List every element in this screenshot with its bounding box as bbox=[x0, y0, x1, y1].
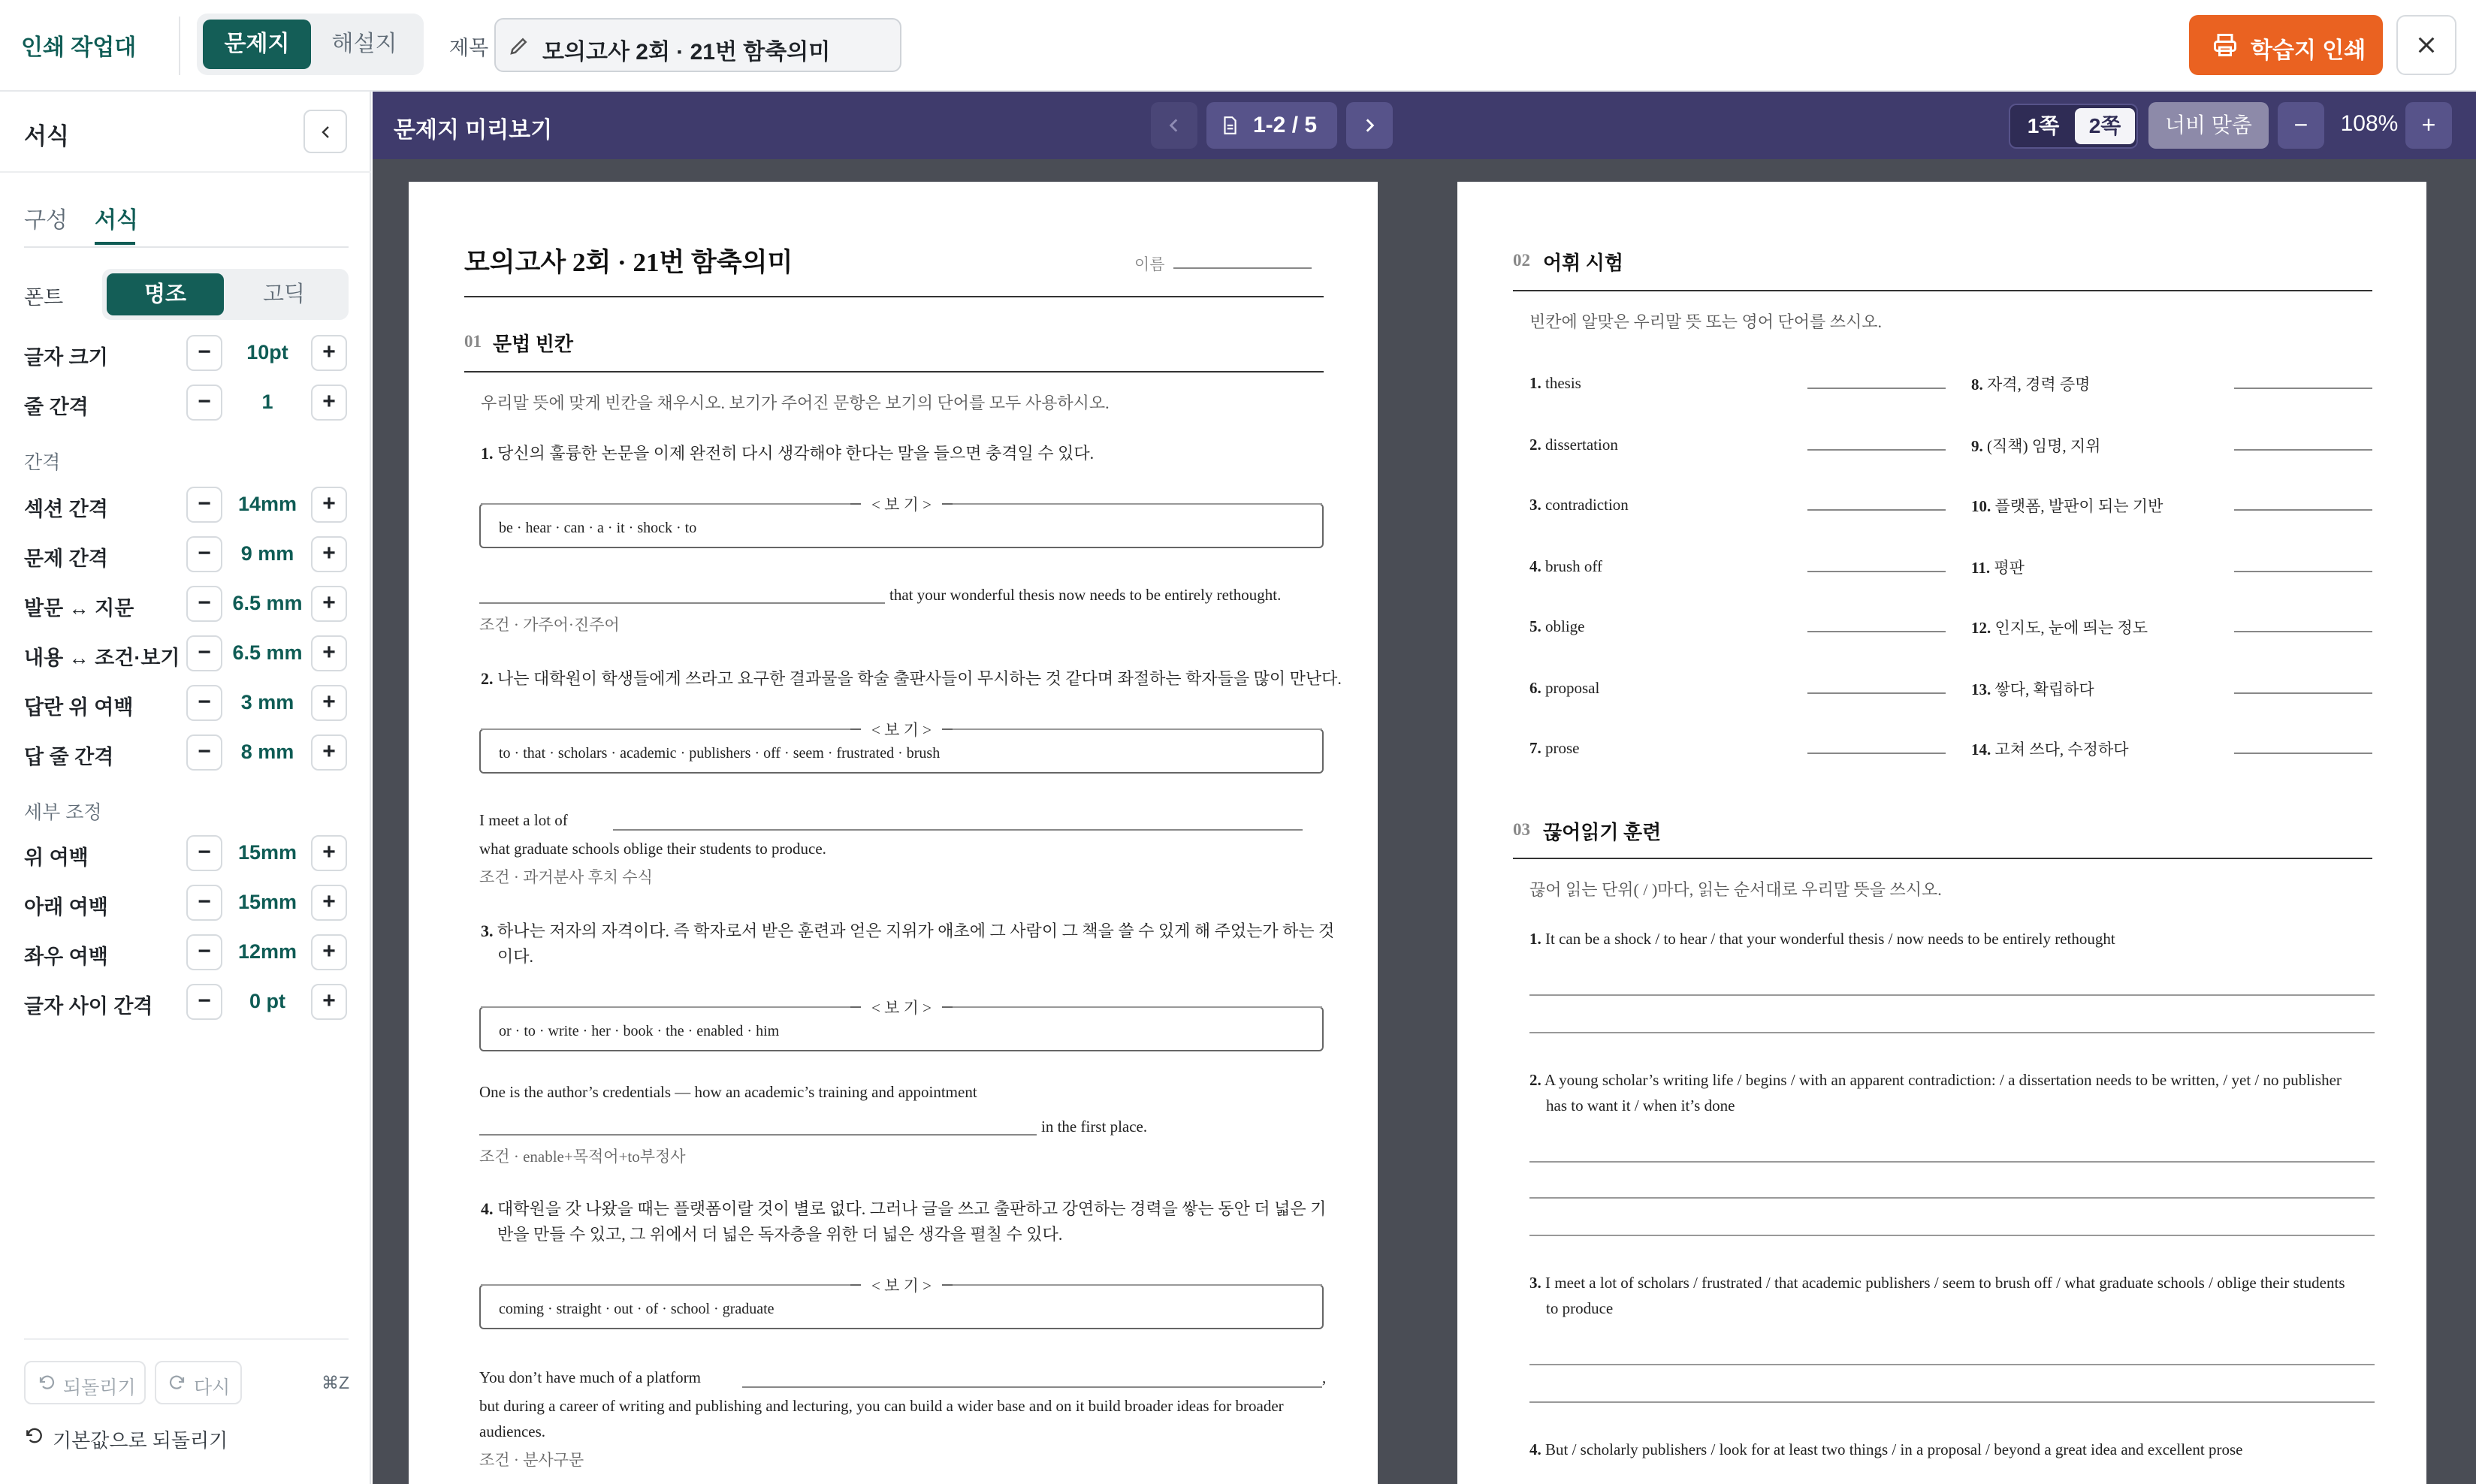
question-gap-increase-button[interactable]: + bbox=[311, 536, 347, 572]
title-label: 제목 bbox=[449, 37, 489, 59]
question-4-sentence-cont: but during a career of writing and publishing and lecturing, you can build a wider base and on it build broader ideas for broader bbox=[479, 1397, 1284, 1415]
answer-line-gap-increase-button[interactable]: + bbox=[311, 734, 347, 771]
undo-button[interactable] bbox=[24, 1361, 146, 1404]
page-indicator[interactable] bbox=[1206, 102, 1337, 149]
reading-text: But / scholarly publishers / look for at least two things / in a proposal / beyond a great idea and excellent prose bbox=[1545, 1440, 2243, 1458]
reading-number: 3. bbox=[1529, 1274, 1541, 1292]
letter-spacing-increase-button[interactable]: + bbox=[311, 984, 347, 1020]
question-text: 나는 대학원이 학생들에게 쓰라고 요구한 결과물을 학술 출판사들이 무시하는 것 같다며 좌절하는 학자들을 많이 만난다. bbox=[497, 669, 1342, 688]
bogi-rule bbox=[481, 503, 850, 505]
content-condition-gap-increase-button[interactable]: + bbox=[311, 635, 347, 671]
font-option-myeongjo[interactable]: 명조 bbox=[107, 273, 224, 315]
undo-label: 되돌리기 bbox=[63, 1377, 136, 1398]
bogi-words: coming · straight · out · of · school · graduate bbox=[499, 1301, 775, 1317]
sidebar-title: 서식 bbox=[24, 123, 69, 149]
side-margin-decrease-button[interactable]: − bbox=[186, 934, 222, 970]
bogi-tag-text: < 보 기 > bbox=[861, 721, 942, 739]
question-text: 하나는 저자의 자격이다. 즉 학자로서 받은 훈련과 얻은 지위가 애초에 그 사람이 그 책을 쓸 수 있게 해 주었는가 하는 것 bbox=[497, 921, 1335, 940]
font-toggle bbox=[102, 269, 349, 320]
bogi-rule bbox=[481, 1284, 850, 1286]
answer-line-gap-value: 8 mm bbox=[240, 740, 294, 763]
vocab-number: 5. bbox=[1529, 617, 1541, 635]
question-text: 대학원을 갓 나왔을 때는 플랫폼이랄 것이 별로 없다. 그러나 글을 쓰고 출판하고 강연하는 경력을 쌓는 동안 더 넓은 기 bbox=[497, 1199, 1327, 1218]
answer-line-gap-label: 답 줄 간격 bbox=[24, 746, 114, 768]
printer-icon bbox=[2212, 32, 2239, 59]
answer-line bbox=[1529, 1032, 2375, 1033]
prompt-passage-gap-value: 6.5 mm bbox=[232, 592, 303, 614]
divider bbox=[24, 1338, 349, 1340]
app-title: 인쇄 작업대 bbox=[21, 35, 137, 60]
line-height-label: 줄 간격 bbox=[24, 396, 89, 418]
vocab-answer-line bbox=[2234, 388, 2372, 389]
font-size-label: 글자 크기 bbox=[24, 346, 108, 369]
redo-label: 다시 bbox=[194, 1377, 231, 1398]
preview-toolbar bbox=[373, 92, 2476, 159]
bogi-rule bbox=[953, 728, 1322, 730]
vocab-word: oblige bbox=[1545, 617, 1585, 635]
reading-item-1 bbox=[1529, 930, 2115, 949]
bottom-margin-decrease-button[interactable]: − bbox=[186, 885, 222, 921]
answer-top-margin-increase-button[interactable]: + bbox=[311, 685, 347, 721]
reading-text: I meet a lot of scholars / frustrated / that academic publishers / seem to brush off / what graduate schools / oblige their students bbox=[1545, 1274, 2345, 1292]
layout-two-page[interactable]: 2쪽 bbox=[2075, 108, 2135, 144]
section-gap-label: 섹션 간격 bbox=[24, 498, 108, 520]
vocab-item bbox=[1971, 434, 2100, 457]
question-4-sentence-end: audiences. bbox=[479, 1422, 546, 1440]
vocab-answer-line bbox=[2234, 571, 2372, 572]
spacing-section-label: 간격 bbox=[24, 452, 61, 473]
vocab-number: 1. bbox=[1529, 374, 1541, 392]
section-name: 어휘 시험 bbox=[1543, 252, 1623, 274]
question-1-prompt bbox=[481, 440, 1094, 467]
bogi-rule bbox=[481, 728, 850, 730]
letter-spacing-label: 글자 사이 간격 bbox=[24, 995, 153, 1018]
section-rule bbox=[1513, 858, 2372, 859]
print-button[interactable] bbox=[2189, 15, 2383, 75]
question-2-sentence-head: I meet a lot of bbox=[479, 811, 568, 829]
section-rule bbox=[1513, 290, 2372, 291]
vocab-answer-line bbox=[1807, 571, 1946, 572]
worksheet-title: 모의고사 2회 · 21번 함축의미 bbox=[464, 248, 793, 277]
side-margin-increase-button[interactable]: + bbox=[311, 934, 347, 970]
section-name: 끊어읽기 훈련 bbox=[1543, 822, 1662, 843]
question-number: 2. bbox=[481, 669, 494, 688]
vocab-word: 자격, 경력 증명 bbox=[1987, 376, 2091, 394]
vocab-item bbox=[1529, 496, 1629, 514]
zoom-in-button[interactable]: + bbox=[2405, 102, 2452, 149]
vocab-answer-line bbox=[1807, 388, 1946, 389]
reading-item-3-cont: to produce bbox=[1546, 1299, 1614, 1317]
side-margin-label: 좌우 여백 bbox=[24, 946, 108, 968]
vocab-word: 인지도, 눈에 띄는 정도 bbox=[1994, 619, 2148, 637]
reading-text: A young scholar’s writing life / begins / with an apparent contradiction: / a dissertation needs to be written, / yet / no publisher bbox=[1544, 1071, 2342, 1089]
reading-number: 4. bbox=[1529, 1440, 1541, 1458]
reading-item-2-cont: has to want it / when it’s done bbox=[1546, 1096, 1735, 1115]
section-instruction: 우리말 뜻에 맞게 빈칸을 채우시오. 보기가 주어진 문항은 보기의 단어를 모두 사용하시오. bbox=[481, 394, 1110, 412]
bogi-rule bbox=[481, 1006, 850, 1008]
name-line bbox=[1173, 267, 1312, 269]
section-number: 01 bbox=[464, 332, 482, 351]
reset-label: 기본값으로 되돌리기 bbox=[53, 1429, 228, 1452]
answer-line bbox=[479, 1134, 1037, 1136]
section-instruction: 끊어 읽는 단위( / )마다, 읽는 순서대로 우리말 뜻을 쓰시오. bbox=[1529, 880, 1942, 899]
document-icon bbox=[1220, 116, 1240, 135]
answer-top-margin-decrease-button[interactable]: − bbox=[186, 685, 222, 721]
vocab-word: brush off bbox=[1545, 557, 1603, 575]
top-bar bbox=[0, 0, 2476, 92]
font-size-decrease-button[interactable]: − bbox=[186, 335, 222, 371]
vocab-item bbox=[1529, 557, 1602, 576]
question-text: 당신의 훌륭한 논문을 이제 완전히 다시 생각해야 한다는 말을 들으면 충격일 수 있다. bbox=[497, 444, 1095, 463]
section-instruction: 빈칸에 알맞은 우리말 뜻 또는 영어 단어를 쓰시오. bbox=[1529, 312, 1883, 331]
question-1-bogi-box bbox=[479, 496, 1324, 548]
close-icon bbox=[2414, 33, 2438, 57]
preview-page-1 bbox=[409, 182, 1378, 1484]
title-value: 모의고사 2회 · 21번 함축의미 bbox=[542, 40, 831, 65]
section-rule bbox=[464, 371, 1324, 373]
tab-composition[interactable]: 구성 bbox=[24, 208, 68, 233]
reading-item-4 bbox=[1529, 1440, 2242, 1459]
bogi-tag-text: < 보 기 > bbox=[861, 1277, 942, 1295]
question-4-prompt bbox=[481, 1196, 1326, 1223]
vocab-item bbox=[1971, 373, 2090, 395]
format-sidebar bbox=[0, 92, 371, 1484]
vocab-answer-line bbox=[1807, 631, 1946, 632]
content-condition-gap-label: 내용 ↔ 조건·보기 bbox=[24, 647, 180, 669]
top-margin-value: 15mm bbox=[237, 841, 297, 864]
tab-problem-sheet[interactable]: 문제지 bbox=[203, 20, 311, 69]
answer-line bbox=[1529, 1197, 2375, 1199]
vocab-word: contradiction bbox=[1545, 496, 1629, 514]
question-gap-value: 9 mm bbox=[240, 542, 294, 565]
vocab-number: 14. bbox=[1971, 740, 1991, 759]
vocab-word: 쌓다, 확립하다 bbox=[1994, 680, 2094, 698]
prompt-passage-gap-increase-button[interactable]: + bbox=[311, 586, 347, 622]
answer-line bbox=[1529, 1364, 2375, 1365]
active-tab-indicator bbox=[95, 242, 135, 245]
pencil-icon bbox=[508, 35, 530, 57]
vocab-number: 7. bbox=[1529, 739, 1541, 757]
question-3-sentence-head: One is the author’s credentials — how an academic’s training and appointment bbox=[479, 1083, 977, 1101]
bottom-margin-increase-button[interactable]: + bbox=[311, 885, 347, 921]
vocab-number: 6. bbox=[1529, 679, 1541, 697]
tab-baseline bbox=[24, 246, 349, 248]
vocab-word: 고쳐 쓰다, 수정하다 bbox=[1994, 740, 2129, 759]
question-4-bogi-box bbox=[479, 1277, 1324, 1329]
question-1-condition: 조건 · 가주어·진주어 bbox=[479, 616, 620, 634]
vocab-answer-line bbox=[2234, 692, 2372, 694]
reset-icon bbox=[24, 1427, 44, 1446]
reading-number: 1. bbox=[1529, 930, 1541, 948]
font-size-increase-button[interactable]: + bbox=[311, 335, 347, 371]
prompt-passage-gap-decrease-button[interactable]: − bbox=[186, 586, 222, 622]
bottom-margin-value: 15mm bbox=[237, 891, 297, 913]
preview-title: 문제지 미리보기 bbox=[394, 118, 553, 143]
vocab-answer-line bbox=[1807, 509, 1946, 511]
reading-number: 2. bbox=[1529, 1071, 1541, 1089]
vocab-word: (직책) 임명, 지위 bbox=[1987, 437, 2101, 455]
vocab-word: 플랫폼, 발판이 되는 기반 bbox=[1994, 497, 2163, 515]
reading-text: It can be a shock / to hear / that your wonderful thesis / now needs to be entirely rethought bbox=[1545, 930, 2115, 948]
reading-item-2 bbox=[1529, 1071, 2342, 1090]
content-condition-gap-decrease-button[interactable]: − bbox=[186, 635, 222, 671]
question-number: 1. bbox=[481, 444, 494, 463]
answer-top-margin-value: 3 mm bbox=[240, 691, 294, 713]
vocab-number: 4. bbox=[1529, 557, 1541, 575]
chevron-left-icon bbox=[1164, 116, 1184, 135]
mode-toggle bbox=[197, 14, 424, 75]
font-option-gothic[interactable]: 고딕 bbox=[262, 282, 306, 306]
vocab-item bbox=[1529, 739, 1580, 758]
vocab-answer-line bbox=[1807, 753, 1946, 754]
vocab-answer-line bbox=[2234, 753, 2372, 754]
question-3-prompt bbox=[481, 918, 1334, 945]
section-number: 03 bbox=[1513, 820, 1530, 839]
chevron-left-icon bbox=[317, 123, 335, 141]
vocab-item bbox=[1971, 616, 2148, 638]
question-number: 4. bbox=[481, 1199, 494, 1218]
font-size-value: 10pt bbox=[246, 341, 288, 363]
vocab-item bbox=[1529, 436, 1618, 454]
layout-one-page[interactable]: 1쪽 bbox=[2027, 114, 2060, 137]
question-2-sentence-tail: what graduate schools oblige their students to produce. bbox=[479, 840, 826, 858]
bogi-rule bbox=[953, 1284, 1322, 1286]
question-gap-decrease-button[interactable]: − bbox=[186, 536, 222, 572]
preview-canvas[interactable] bbox=[373, 159, 2476, 1484]
chevron-right-icon bbox=[1360, 116, 1379, 135]
font-label: 폰트 bbox=[24, 286, 64, 309]
question-3-bogi-box bbox=[479, 999, 1324, 1051]
side-margin-value: 12mm bbox=[237, 940, 297, 963]
vocab-number: 2. bbox=[1529, 436, 1541, 454]
preview-page-2 bbox=[1457, 182, 2426, 1484]
answer-line bbox=[479, 602, 885, 604]
vocab-number: 12. bbox=[1971, 619, 1991, 637]
answer-line bbox=[613, 829, 1303, 831]
question-1-sentence-tail: that your wonderful thesis now needs to be entirely rethought. bbox=[889, 586, 1282, 604]
vocab-item bbox=[1529, 374, 1581, 393]
question-2-condition: 조건 · 과거분사 후치 수식 bbox=[479, 868, 653, 886]
section-number: 02 bbox=[1513, 251, 1530, 270]
answer-line bbox=[742, 1386, 1322, 1388]
vocab-item bbox=[1971, 494, 2163, 517]
name-label: 이름 bbox=[1134, 255, 1165, 273]
question-4-sentence-head: You don’t have much of a platform bbox=[479, 1368, 701, 1386]
redo-icon bbox=[168, 1374, 186, 1392]
bottom-margin-label: 아래 여백 bbox=[24, 896, 108, 918]
vocab-word: prose bbox=[1545, 739, 1580, 757]
line-height-increase-button[interactable]: + bbox=[311, 385, 347, 421]
answer-line bbox=[1529, 1235, 2375, 1236]
vocab-item bbox=[1971, 737, 2129, 760]
vocab-answer-line bbox=[1807, 692, 1946, 694]
bogi-words: or · to · write · her · book · the · enabled · him bbox=[499, 1023, 780, 1039]
zoom-level: 108% bbox=[2340, 111, 2399, 136]
top-margin-increase-button[interactable]: + bbox=[311, 835, 347, 871]
question-4-prompt-cont: 반을 만들 수 있고, 그 위에서 더 넓은 독자층을 위한 더 넓은 생각을 펼칠 수 있다. bbox=[497, 1225, 1063, 1244]
top-margin-decrease-button[interactable]: − bbox=[186, 835, 222, 871]
section-gap-value: 14mm bbox=[237, 493, 297, 515]
bogi-tag-text: < 보 기 > bbox=[861, 999, 942, 1017]
undo-icon bbox=[38, 1374, 56, 1392]
answer-line bbox=[1529, 1161, 2375, 1163]
vocab-item bbox=[1529, 617, 1585, 636]
section-gap-increase-button[interactable]: + bbox=[311, 487, 347, 523]
vocab-number: 3. bbox=[1529, 496, 1541, 514]
question-4-condition: 조건 · 분사구문 bbox=[479, 1451, 584, 1469]
reading-item-3 bbox=[1529, 1274, 2345, 1292]
answer-line-gap-decrease-button[interactable]: − bbox=[186, 734, 222, 771]
vocab-answer-line bbox=[2234, 449, 2372, 451]
vocab-number: 11. bbox=[1971, 559, 1991, 577]
prev-page-button[interactable] bbox=[1151, 102, 1197, 149]
question-2-prompt bbox=[481, 665, 1342, 692]
close-button[interactable] bbox=[2396, 15, 2456, 75]
letter-spacing-value: 0 pt bbox=[249, 990, 285, 1012]
detail-section-label: 세부 조정 bbox=[24, 802, 102, 823]
vocab-answer-line bbox=[2234, 509, 2372, 511]
next-page-button[interactable] bbox=[1346, 102, 1393, 149]
answer-line bbox=[1529, 994, 2375, 996]
divider bbox=[0, 171, 371, 173]
section-gap-decrease-button[interactable]: − bbox=[186, 487, 222, 523]
bogi-words: to · that · scholars · academic · publishers · off · seem · frustrated · brush bbox=[499, 745, 941, 762]
question-gap-label: 문제 간격 bbox=[24, 547, 108, 570]
question-number: 3. bbox=[481, 921, 494, 940]
collapse-sidebar-button[interactable] bbox=[303, 110, 347, 153]
redo-button[interactable] bbox=[155, 1361, 242, 1404]
section-name: 문법 빈칸 bbox=[493, 333, 573, 355]
vocab-answer-line bbox=[2234, 631, 2372, 632]
vocab-number: 9. bbox=[1971, 437, 1983, 455]
content-condition-gap-value: 6.5 mm bbox=[232, 641, 303, 664]
vocab-word: thesis bbox=[1545, 374, 1581, 392]
bogi-rule bbox=[953, 1006, 1322, 1008]
vocab-number: 8. bbox=[1971, 376, 1983, 394]
line-height-value: 1 bbox=[261, 391, 273, 413]
question-3-prompt-cont: 이다. bbox=[497, 947, 534, 966]
title-input[interactable] bbox=[494, 18, 901, 72]
letter-spacing-decrease-button[interactable]: − bbox=[186, 984, 222, 1020]
answer-line bbox=[1529, 1401, 2375, 1403]
fit-width-button[interactable]: 너비 맞춤 bbox=[2148, 102, 2269, 149]
line-height-decrease-button[interactable]: − bbox=[186, 385, 222, 421]
undo-shortcut: ⌘Z bbox=[322, 1373, 350, 1392]
vocab-item bbox=[1529, 679, 1599, 698]
question-3-sentence-tail: in the first place. bbox=[1041, 1118, 1148, 1136]
prompt-passage-gap-label: 발문 ↔ 지문 bbox=[24, 597, 134, 620]
vocab-answer-line bbox=[1807, 449, 1946, 451]
bogi-words: be · hear · can · a · it · shock · to bbox=[499, 520, 697, 536]
page-indicator-text: 1-2 / 5 bbox=[1253, 113, 1318, 137]
tab-answer-sheet[interactable]: 해설지 bbox=[331, 32, 397, 56]
vocab-number: 13. bbox=[1971, 680, 1991, 698]
question-3-condition: 조건 · enable+목적어+to부정사 bbox=[479, 1148, 686, 1166]
top-margin-label: 위 여백 bbox=[24, 846, 89, 869]
zoom-out-button[interactable]: − bbox=[2278, 102, 2324, 149]
print-label: 학습지 인쇄 bbox=[2251, 38, 2366, 63]
question-2-bogi-box bbox=[479, 721, 1324, 774]
answer-top-margin-label: 답란 위 여백 bbox=[24, 696, 134, 719]
page-layout-toggle bbox=[2009, 104, 2138, 149]
question-4-sentence-punct: , bbox=[1322, 1368, 1327, 1386]
vocab-word: dissertation bbox=[1545, 436, 1618, 454]
bogi-rule bbox=[953, 503, 1322, 505]
bogi-tag-text: < 보 기 > bbox=[861, 496, 942, 514]
tab-format[interactable]: 서식 bbox=[95, 208, 138, 233]
vocab-item bbox=[1971, 556, 2025, 578]
title-rule bbox=[464, 296, 1324, 297]
vocab-number: 10. bbox=[1971, 497, 1991, 515]
divider bbox=[179, 17, 180, 75]
vocab-word: 평판 bbox=[1994, 559, 2025, 577]
vocab-word: proposal bbox=[1545, 679, 1600, 697]
vocab-item bbox=[1971, 677, 2094, 700]
